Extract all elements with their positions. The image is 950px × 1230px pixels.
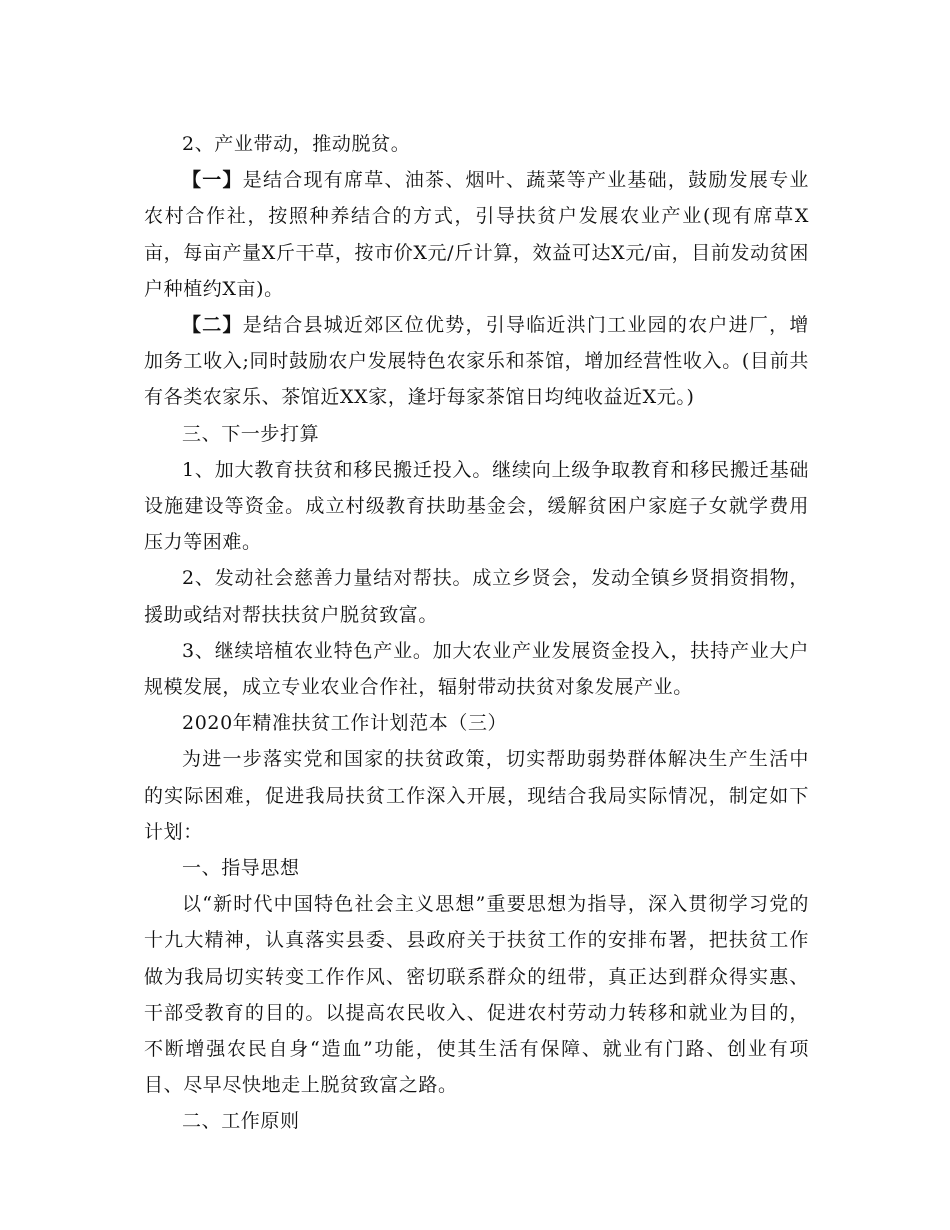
paragraph-industry-driven: 2、产业带动，推动脱贫。 [182,133,411,155]
paragraph-next-step-3: 3、继续培植农业特色产业。加大农业产业发展资金投入，扶持产业大户规模发展，成立专业农业合作社，辐射带动扶贫对象发展产业。 [144,639,809,699]
paragraph-intro: 为进一步落实党和国家的扶贫政策，切实帮助弱势群体解决生产生活中的实际困难，促进我局扶贫工作深入开展，现结合我局实际情况，制定如下计划： [144,748,809,843]
section-heading-work-principles: 二、工作原则 [182,1110,300,1133]
section-heading-guiding-thought: 一、指导思想 [182,857,300,880]
section-heading-next-steps: 三、下一步打算 [182,422,320,445]
paragraph-guiding-thought: 以“新时代中国特色社会主义思想”重要思想为指导，深入贯彻学习党的十九大精神，认真落实县委、县政府关于扶贫工作的安排布署，把扶贫工作做为我局切实转变工作作风、密切联系群众的纽带，真正达到群众得实惠、干部受教育的目的。以提高农民收入、促进农村劳动力转移和就业为目的，不断增强农民自身“造血”功能，使其生活有保障、就业有门路、创业有项目、尽早尽快地走上脱贫致富之路。 [144,893,809,1097]
paragraph-point-two [144,307,809,416]
paragraph-point-one [144,162,809,307]
paragraph-next-step-1: 1、加大教育扶贫和移民搬迁投入。继续向上级争取教育和移民搬迁基础设施建设等资金。成立村级教育扶助基金会，缓解贫困户家庭子女就学费用压力等困难。 [144,458,809,554]
point-two-text: 是结合县城近郊区位优势，引导临近洪门工业园的农户进厂，增加务工收入;同时鼓励农户发展特色农家乐和茶馆，增加经营性收入。(目前共有各类农家乐、茶馆近XX家，逢圩每家茶馆日均纯收益近X元。) [144,314,809,409]
paragraph-next-step-2: 2、发动社会慈善力量结对帮扶。成立乡贤会，发动全镇乡贤捐资捐物，援助或结对帮扶扶贫户脱贫致富。 [144,567,809,626]
point-one-marker: 【一】 [182,169,243,192]
point-two-marker: 【二】 [182,314,243,337]
document-body [144,126,809,1140]
document-subtitle: 2020年精准扶贫工作计划范本（三） [182,712,508,735]
point-one-text: 是结合现有席草、油茶、烟叶、蔬菜等产业基础，鼓励发展专业农村合作社，按照种养结合的方式，引导扶贫户发展农业产业(现有席草X亩，每亩产量X斤干草，按市价X元/斤计算，效益可达X元/亩，目前发动贫困户种植约X亩)。 [144,169,809,300]
